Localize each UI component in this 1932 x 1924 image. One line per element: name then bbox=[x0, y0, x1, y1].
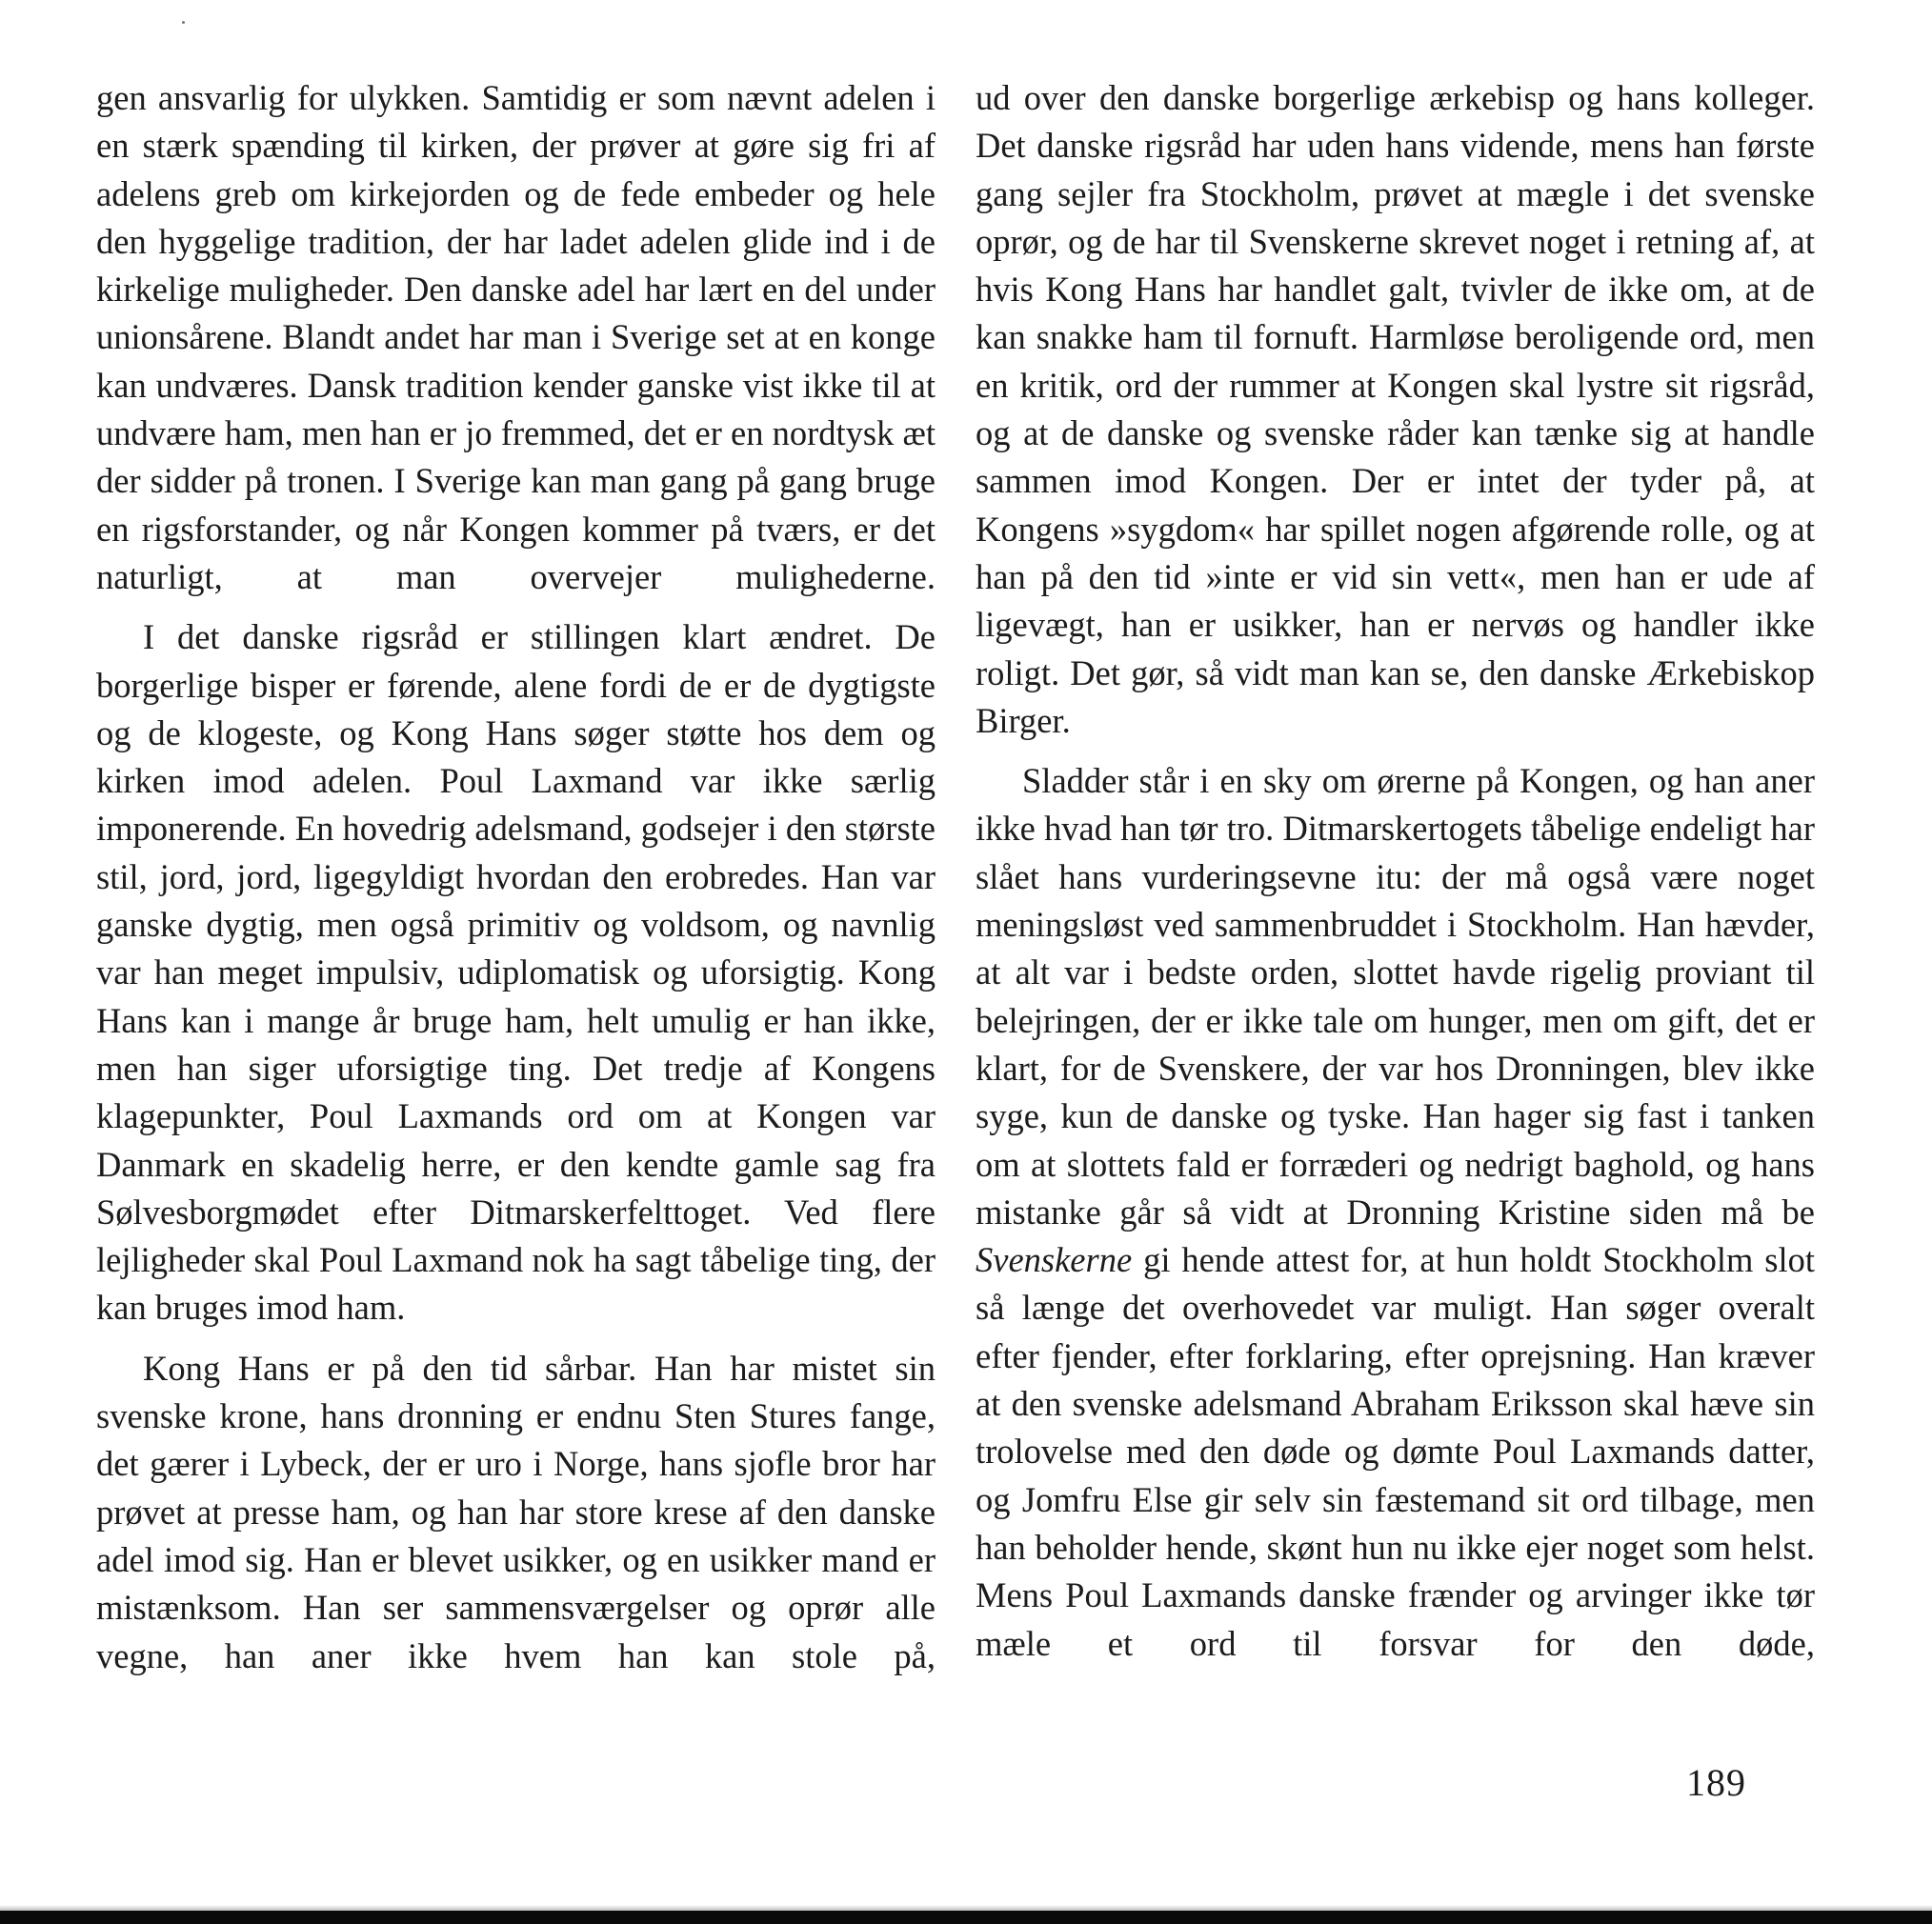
paragraph bbox=[976, 757, 1815, 1668]
paragraph: ud over den danske borgerlige ærkebisp og hans kolleger. Det danske rigsråd har uden hans vidende, mens han første gang sejler fra Stockholm, prøvet at mægle i det svenske oprør, og de har til Svenskerne skrevet noget i retning af, at hvis Kong Hans har handlet galt, tvivler de ikke om, at de kan snakke ham til fornuft. Harmløse beroligende ord, men en kritik, ord der rummer at Kongen skal lystre sit rigsråd, og at de danske og svenske råder kan tænke sig at handle sammen imod Kongen. Der er intet der tyder på, at Kongens »sygdom« har spillet nogen afgørende rolle, og at han på den tid »inte er vid sin vett«, men han er ude af ligevægt, han er usikker, han er nervøs og handler ikke roligt. Det gør, så vidt man kan se, den danske Ærkebiskop Birger. bbox=[976, 78, 1815, 740]
paragraph-text: Sladder står i en sky om ørerne på Kongen, og han aner ikke hvad han tør tro. Ditmarskertogets tåbelige endeligt har slået hans vurderingsevne itu: der må også være noget meningsløst ved sammenbruddet i Stockholm. Han hævder, at alt var i bedste orden, slottet havde rigelig proviant til belejringen, der er ikke tale om hunger, men om gift, det er klart, for de Svenskere, der var hos Dronningen, blev ikke syge, kun de danske og tyske. Han hager sig fast i tanken om at slottets fald er forræderi og nedrigt baghold, og hans mistanke går så vidt at Dronning Kristine siden må be bbox=[976, 761, 1815, 1232]
speck-mark bbox=[182, 21, 185, 24]
paragraph: I det danske rigsråd er stillingen klart ændret. De borgerlige bisper er førende, alene fordi de er de dygtigste og de klogeste, og Kong Hans søger støtte hos dem og kirken imod adelen. Poul Laxmand var ikke særlig imponerende. En hovedrig adelsmand, godsejer i den største stil, jord, jord, ligegyldigt hvordan den erobredes. Han var ganske dygtig, men også primitiv og voldsom, og navnlig var han meget impulsiv, udiplomatisk og uforsigtig. Kong Hans kan i mange år bruge ham, helt umulig er han ikke, men han siger uforsigtige ting. Det tredje af Kongens klagepunkter, Poul Laxmands ord om at Kongen var Danmark en skadelig herre, er den kendte gamle sag fra Sølvesborgmødet efter Ditmarskerfelttoget. Ved flere lejligheder skal Poul Laxmand nok ha sagt tåbelige ting, der kan bruges imod ham. bbox=[96, 617, 936, 1328]
left-column bbox=[96, 74, 936, 1680]
paragraph-text: gi hende attest for, at hun holdt Stockholm slot så længe det overhovedet var muligt. Han søger overalt efter fjender, efter forklaring, efter oprejsning. Han kræver at den svenske adelsmand Abraham Eriksson skal hæve sin trolovelse med den døde og dømte Poul Laxmands datter, og Jomfru Else gir selv sin fæstemand sit ord tilbage, men han beholder hende, skønt hun nu ikke ejer noget som helst. Mens Poul Laxmands danske frænder og arvinger ikke tør mæle et ord til forsvar for den døde, bbox=[976, 1240, 1815, 1663]
paragraph: Kong Hans er på den tid sårbar. Han har mistet sin svenske krone, hans dronning er endnu Sten Stures fange, det gærer i Lybeck, der er uro i Norge, hans sjofle bror har prøvet at presse ham, og han har store krese af den danske adel imod sig. Han er blevet usikker, og en usikker mand er mistænksom. Han ser sammensværgelser og oprør alle vegne, han aner ikke hvem han kan stole på, bbox=[96, 1348, 936, 1675]
scan-border bbox=[0, 1911, 1932, 1924]
paragraph: gen ansvarlig for ulykken. Samtidig er som nævnt adelen i en stærk spænding til kirken, der prøver at gøre sig fri af adelens greb om kirkejorden og de fede embeder og hele den hyggelige tradition, der har ladet adelen glide ind i de kirkelige muligheder. Den danske adel har lært en del under unionsårene. Blandt andet har man i Sverige set at en konge kan undværes. Dansk tradition kender ganske vist ikke til at undvære ham, men han er jo fremmed, det er en nordtysk æt der sidder på tronen. I Sverige kan man gang på gang bruge en rigsforstander, og når Kongen kommer på tværs, er det naturligt, at man overvejer mulighederne. bbox=[96, 78, 936, 596]
italic-word: Svenskerne bbox=[976, 1240, 1133, 1280]
right-column bbox=[976, 74, 1815, 1668]
page-number: 189 bbox=[1686, 1761, 1746, 1804]
